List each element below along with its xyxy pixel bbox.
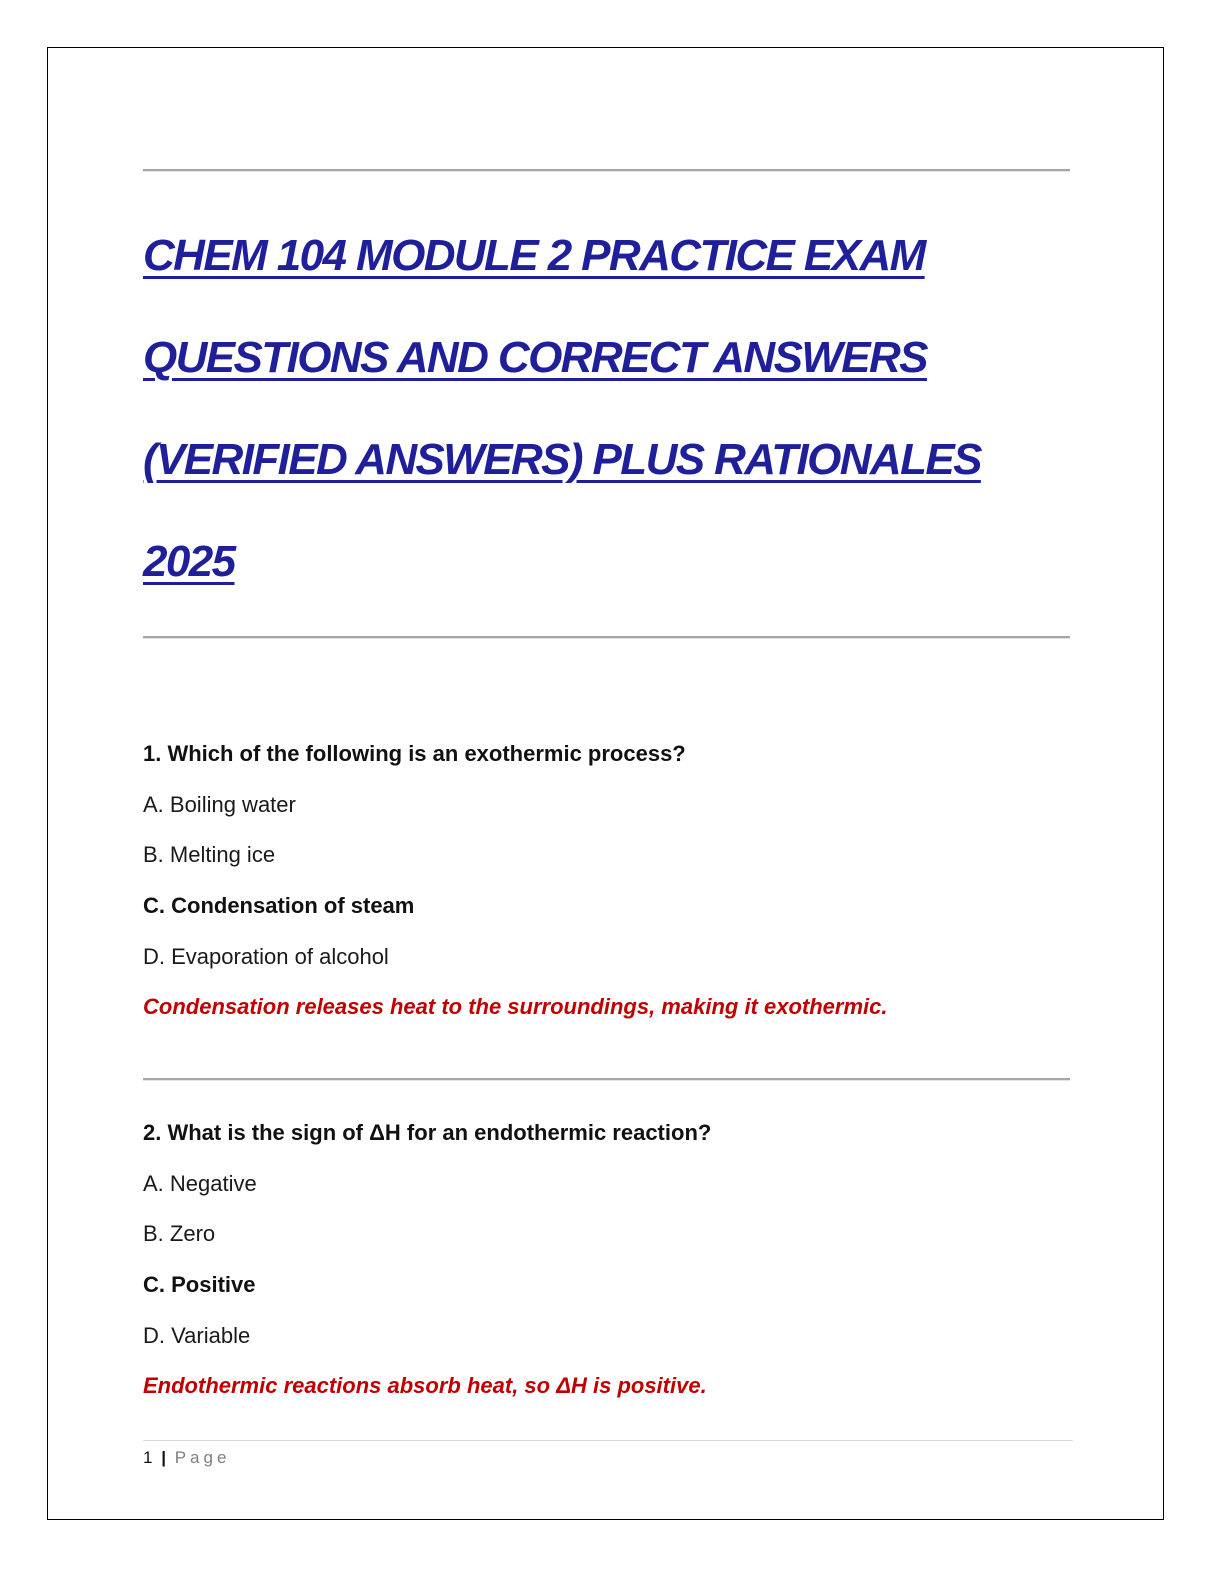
footer-separator: |: [161, 1448, 166, 1467]
title-line: CHEM 104 MODULE 2 PRACTICE EXAM: [143, 231, 925, 280]
title-line: 2025: [143, 537, 235, 586]
question-text: 1. Which of the following is an exothermic process?: [143, 741, 686, 766]
title-top-divider: [143, 169, 1070, 171]
answer-option-d: D. Variable: [143, 1322, 251, 1348]
answer-option-b: B. Zero: [143, 1221, 216, 1247]
answer-option-a: A. Boiling water: [143, 791, 296, 817]
rationale-text: Condensation releases heat to the surroundings, making it exothermic.: [143, 994, 888, 1020]
page-number: 1: [143, 1448, 153, 1467]
answer-option-d: D. Evaporation of alcohol: [143, 943, 389, 969]
document-title: [143, 205, 1103, 613]
page-footer: [143, 1446, 230, 1470]
question-divider: [143, 1078, 1070, 1080]
question-block-2: [143, 1108, 1103, 1412]
answer-option-a: A. Negative: [143, 1170, 257, 1196]
correct-answer-option-c: C. Positive: [143, 1272, 256, 1298]
answer-option-b: B. Melting ice: [143, 842, 276, 868]
title-bottom-divider: [143, 636, 1070, 638]
question-block-1: [143, 729, 1103, 1033]
correct-answer-option-c: C. Condensation of steam: [143, 893, 415, 919]
rationale-text: Endothermic reactions absorb heat, so ΔH is positive.: [143, 1373, 707, 1399]
title-line: (VERIFIED ANSWERS) PLUS RATIONALES: [143, 435, 981, 484]
footer-divider: [143, 1440, 1073, 1441]
title-line: QUESTIONS AND CORRECT ANSWERS: [143, 333, 927, 382]
question-text: 2. What is the sign of ΔH for an endothermic reaction?: [143, 1120, 712, 1145]
page-label: Page: [174, 1448, 231, 1467]
